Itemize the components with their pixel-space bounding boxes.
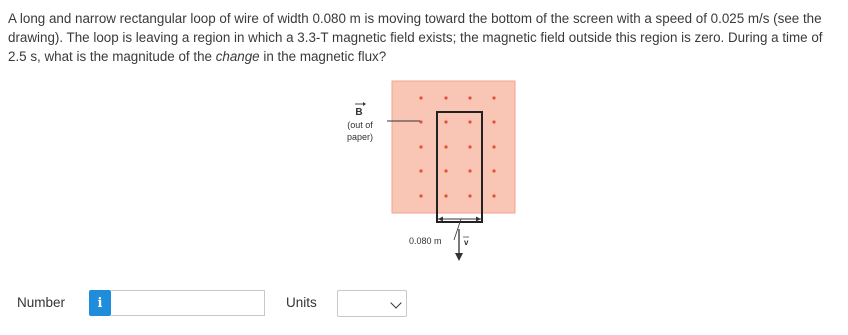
velocity-arrow-head — [455, 253, 463, 261]
field-dot — [492, 96, 495, 99]
question-text — [8, 9, 840, 66]
field-region — [392, 81, 515, 213]
units-label: Units — [286, 295, 317, 310]
answer-row — [0, 286, 848, 320]
field-dot — [492, 194, 495, 197]
width-label-leader — [454, 219, 461, 240]
field-dot — [444, 169, 447, 172]
field-dot — [492, 120, 495, 123]
field-dot — [419, 96, 422, 99]
velocity-symbol: v — [464, 238, 469, 247]
width-arrow-left — [438, 217, 443, 222]
field-vector-head — [363, 102, 366, 106]
wire-loop — [437, 112, 482, 222]
field-dot — [468, 145, 471, 148]
chevron-down-icon — [390, 297, 401, 308]
question-part-2: in the magnetic flux? — [259, 49, 387, 64]
field-dot — [468, 194, 471, 197]
width-arrow-right — [476, 217, 481, 222]
field-dot — [492, 145, 495, 148]
field-dots — [419, 96, 495, 197]
field-symbol: B — [355, 107, 363, 118]
field-dot — [419, 145, 422, 148]
field-dot — [419, 120, 422, 123]
field-dot — [468, 96, 471, 99]
field-dot — [444, 96, 447, 99]
field-dot — [468, 169, 471, 172]
field-dot — [419, 169, 422, 172]
field-dot — [419, 194, 422, 197]
number-label: Number — [17, 295, 66, 310]
units-select[interactable] — [337, 290, 407, 317]
field-dot — [468, 120, 471, 123]
field-dot — [444, 145, 447, 148]
field-note-line1: (out of — [347, 120, 373, 130]
info-button[interactable] — [89, 290, 111, 316]
field-note-line2: paper) — [346, 132, 374, 142]
question-emphasis: change — [215, 49, 260, 64]
number-input[interactable] — [111, 290, 265, 316]
field-dot — [444, 194, 447, 197]
field-dot — [492, 169, 495, 172]
field-dot — [444, 120, 447, 123]
info-icon: i — [97, 295, 103, 311]
width-label: 0.080 m — [409, 236, 442, 246]
question-part-1: A long and narrow rectangular loop of wire of width 0.080 m is moving toward the bottom of the screen with a speed of 0.025 m/s (see the drawing). The loop is leaving a region in which a 3.3-T magnetic field exists; the magnetic field outside this region is zero. During a time of 2.5 s, what is the magnitude of the — [8, 11, 823, 64]
